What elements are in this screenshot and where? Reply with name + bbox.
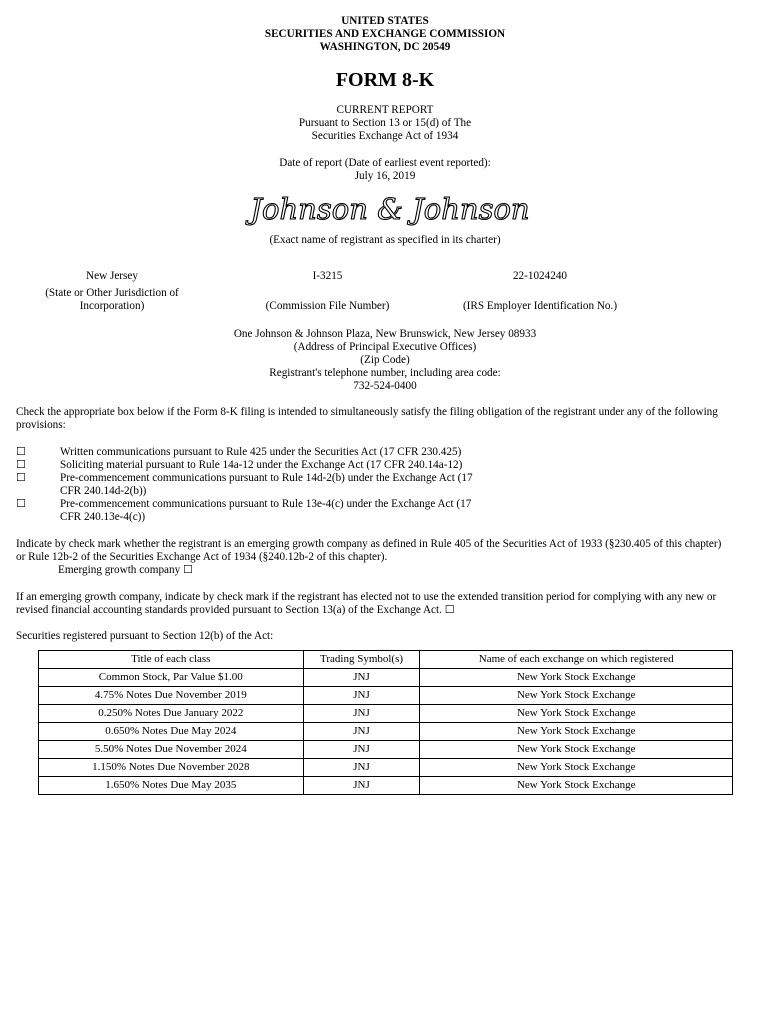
table-row <box>39 669 733 687</box>
check-item-text-cont: CFR 240.14d-2(b)) <box>60 485 147 497</box>
state-caption-line-1: (State or Other Jurisdiction of <box>45 287 179 299</box>
class-title-cell: Common Stock, Par Value $1.00 <box>39 669 304 687</box>
trading-symbol-cell: JNJ <box>303 777 420 795</box>
ein-value: 22-1024240 <box>512 270 568 282</box>
check-item-text-cont: CFR 240.13e-4(c)) <box>60 511 146 523</box>
table-row <box>39 705 733 723</box>
agency-line-3: WASHINGTON, DC 20549 <box>319 41 451 53</box>
agency-line-2: SECURITIES AND EXCHANGE COMMISSION <box>264 28 506 40</box>
transition-text-1: If an emerging growth company, indicate by check mark if the registrant has elected not to use the extended transition period for complying with any new or <box>16 591 717 603</box>
address-line: One Johnson & Johnson Plaza, New Brunswick, New Jersey 08933 <box>233 328 537 340</box>
emerging-growth-checkbox[interactable]: Emerging growth company ☐ <box>58 564 194 576</box>
column-header: Trading Symbol(s) <box>303 651 420 669</box>
address-block <box>0 328 770 393</box>
agency-line-1: UNITED STATES <box>341 15 429 27</box>
check-item-continuation <box>16 511 516 524</box>
report-line-1: CURRENT REPORT <box>336 104 434 116</box>
date-of-report-value: July 16, 2019 <box>354 170 416 182</box>
exchange-cell: New York Stock Exchange <box>420 669 733 687</box>
date-of-report-label: Date of report (Date of earliest event reported): <box>279 157 491 169</box>
table-header-row <box>39 651 733 669</box>
state-value: New Jersey <box>86 270 138 282</box>
check-item[interactable] <box>16 446 516 459</box>
emerging-growth-section <box>16 538 756 577</box>
transition-text-2[interactable]: revised financial accounting standards provided pursuant to Section 13(a) of the Exchange Act. ☐ <box>16 604 455 616</box>
trading-symbol-cell: JNJ <box>303 687 420 705</box>
phone-number: 732-524-0400 <box>353 380 417 392</box>
emerging-growth-text-1: Indicate by check mark whether the registrant is an emerging growth company as defined in Rule 405 of the Securities Act of 1933 (§230.405 of this chapter) <box>16 538 722 550</box>
table-row <box>39 723 733 741</box>
check-item[interactable] <box>16 472 516 485</box>
trading-symbol-cell: JNJ <box>303 723 420 741</box>
securities-heading: Securities registered pursuant to Section 12(b) of the Act: <box>16 630 274 642</box>
registrant-caption: (Exact name of registrant as specified in its charter) <box>269 234 501 246</box>
table-row <box>39 777 733 795</box>
ein-caption: (IRS Employer Identification No.) <box>462 300 618 312</box>
class-title-cell: 5.50% Notes Due November 2024 <box>39 741 304 759</box>
zip-caption: (Zip Code) <box>360 354 410 366</box>
exchange-cell: New York Stock Exchange <box>420 759 733 777</box>
provision-checklist <box>16 446 516 524</box>
exchange-cell: New York Stock Exchange <box>420 741 733 759</box>
trading-symbol-cell: JNJ <box>303 741 420 759</box>
trading-symbol-cell: JNJ <box>303 669 420 687</box>
checkbox[interactable]: ☐ <box>16 498 27 510</box>
securities-table <box>38 650 733 795</box>
company-logo <box>250 190 530 230</box>
column-header: Title of each class <box>39 651 304 669</box>
class-title-cell: 4.75% Notes Due November 2019 <box>39 687 304 705</box>
transition-period-section <box>16 591 756 617</box>
form-title: FORM 8-K <box>335 69 435 91</box>
logo-wordmark: Johnson & Johnson <box>250 192 530 226</box>
address-caption: (Address of Principal Executive Offices) <box>293 341 477 353</box>
class-title-cell: 1.650% Notes Due May 2035 <box>39 777 304 795</box>
check-item-text: Written communications pursuant to Rule 425 under the Securities Act (17 CFR 230.425) <box>60 446 462 458</box>
class-title-cell: 1.150% Notes Due November 2028 <box>39 759 304 777</box>
table-row <box>39 759 733 777</box>
check-item[interactable] <box>16 459 516 472</box>
check-item[interactable] <box>16 498 516 511</box>
check-item-text: Pre-commencement communications pursuant to Rule 13e-4(c) under the Exchange Act (17 <box>60 498 472 510</box>
trading-symbol-cell: JNJ <box>303 705 420 723</box>
state-caption-line-2: Incorporation) <box>79 300 145 312</box>
column-header: Name of each exchange on which registered <box>420 651 733 669</box>
exchange-cell: New York Stock Exchange <box>420 687 733 705</box>
report-line-2: Pursuant to Section 13 or 15(d) of The <box>298 117 472 129</box>
exchange-cell: New York Stock Exchange <box>420 777 733 795</box>
check-item-continuation <box>16 485 516 498</box>
check-item-text: Pre-commencement communications pursuant to Rule 14d-2(b) under the Exchange Act (17 <box>60 472 473 484</box>
report-description <box>0 104 770 143</box>
agency-header <box>0 15 770 54</box>
class-title-cell: 0.250% Notes Due January 2022 <box>39 705 304 723</box>
class-title-cell: 0.650% Notes Due May 2024 <box>39 723 304 741</box>
check-item-text: Soliciting material pursuant to Rule 14a-12 under the Exchange Act (17 CFR 240.14a-12) <box>60 459 463 471</box>
report-line-3: Securities Exchange Act of 1934 <box>311 130 459 142</box>
date-of-report <box>0 157 770 183</box>
checkbox[interactable]: ☐ <box>16 459 27 471</box>
exchange-cell: New York Stock Exchange <box>420 723 733 741</box>
trading-symbol-cell: JNJ <box>303 759 420 777</box>
file-number-caption: (Commission File Number) <box>265 300 390 312</box>
check-instructions: Check the appropriate box below if the Form 8-K filing is intended to simultaneously satisfy the filing obligation of the registrant under any of the following provisions: <box>16 406 718 431</box>
state-caption <box>22 287 202 313</box>
checkbox[interactable]: ☐ <box>16 446 27 458</box>
table-row <box>39 741 733 759</box>
file-number-value: I-3215 <box>312 270 343 282</box>
exchange-cell: New York Stock Exchange <box>420 705 733 723</box>
phone-label: Registrant's telephone number, including area code: <box>269 367 501 379</box>
checkbox[interactable]: ☐ <box>16 472 27 484</box>
table-row <box>39 687 733 705</box>
emerging-growth-text-2: or Rule 12b-2 of the Securities Exchange Act of 1934 (§240.12b-2 of this chapter). <box>16 551 388 563</box>
